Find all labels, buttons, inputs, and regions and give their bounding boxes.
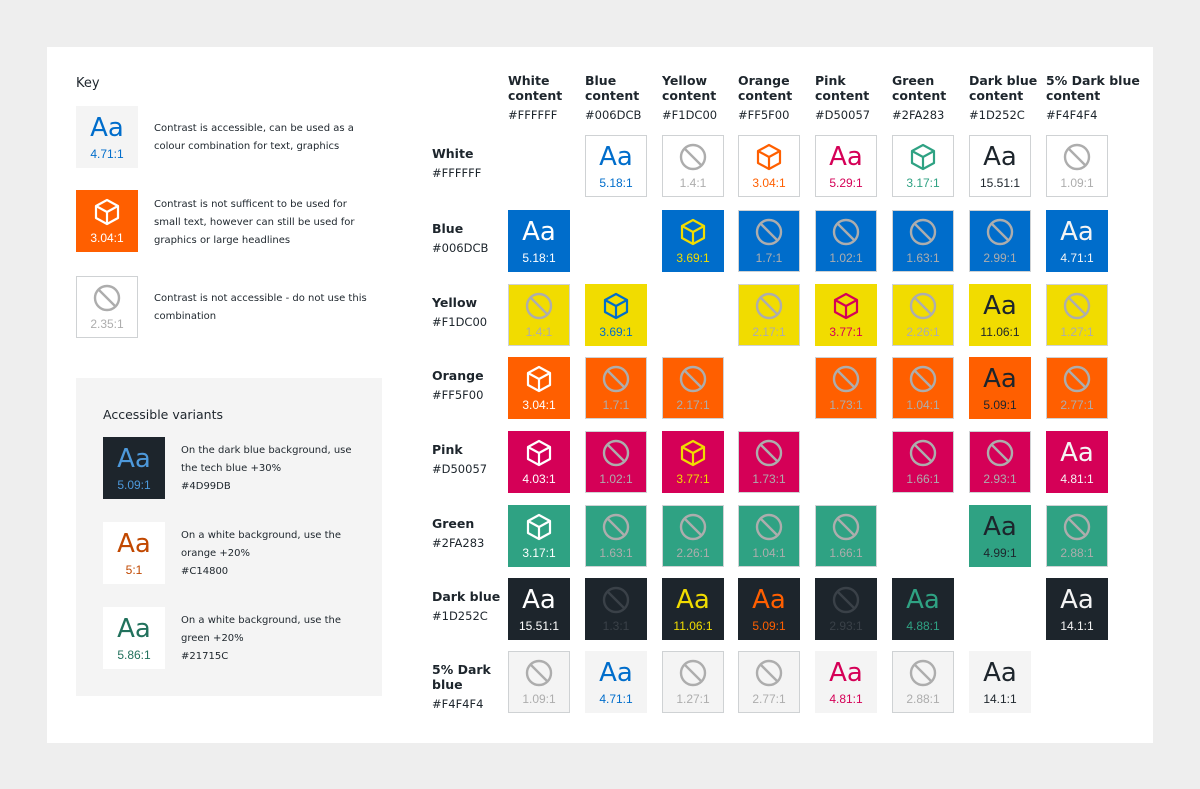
prohibited-icon (1062, 364, 1092, 394)
matrix-tile-text (585, 651, 647, 713)
column-header-name: White (508, 73, 550, 88)
matrix-tile-cube (815, 284, 877, 346)
key-tile-ban (76, 276, 138, 338)
key-description: colour combination for text, graphics (154, 141, 340, 152)
row-header-name: Green (432, 516, 475, 531)
column-header-name: content (892, 88, 947, 103)
contrast-ratio: 11.06:1 (673, 619, 713, 633)
cube-icon (831, 291, 861, 321)
prohibited-icon (831, 512, 861, 542)
contrast-ratio: 15.51:1 (979, 176, 1021, 190)
contrast-ratio: 3.17:1 (522, 546, 556, 560)
matrix-tile-cube (508, 505, 570, 567)
contrast-ratio: 2.77:1 (752, 692, 786, 706)
matrix-tile-ban (585, 357, 647, 419)
prohibited-icon (908, 364, 938, 394)
contrast-ratio: 3.04:1 (90, 231, 124, 245)
row-header-hex: #F4F4F4 (432, 697, 484, 711)
contrast-ratio: 4.88:1 (906, 619, 940, 633)
matrix-tile-cube (662, 431, 724, 493)
variant-description: the tech blue +30% (181, 463, 282, 474)
contrast-ratio: 5.09:1 (117, 478, 151, 492)
sample-text: Aa (906, 585, 940, 615)
row-header-name: blue (432, 677, 463, 692)
prohibited-icon (908, 438, 938, 468)
prohibited-icon (678, 364, 708, 394)
prohibited-icon (985, 438, 1015, 468)
variant-description: On the dark blue background, use (181, 445, 352, 456)
column-header-hex: #006DCB (585, 108, 642, 122)
matrix-tile-ban (1046, 505, 1108, 567)
column-header-hex: #FFFFFF (508, 108, 558, 122)
contrast-ratio: 2.26:1 (906, 325, 940, 339)
cube-icon (678, 438, 708, 468)
prohibited-icon (524, 291, 554, 321)
contrast-ratio: 1.7:1 (755, 251, 783, 265)
sample-text: Aa (1060, 438, 1094, 468)
contrast-ratio: 3.69:1 (676, 251, 710, 265)
matrix-tile-ban (662, 651, 724, 713)
matrix-tile-text (969, 651, 1031, 713)
prohibited-icon (985, 217, 1015, 247)
contrast-ratio: 1.02:1 (599, 472, 633, 486)
contrast-ratio: 1.3:1 (602, 619, 630, 633)
matrix-tile-ban (969, 210, 1031, 272)
row-header-name: White (432, 146, 474, 161)
matrix-tile-ban (738, 431, 800, 493)
prohibited-icon (754, 512, 784, 542)
sample-text: Aa (599, 142, 633, 172)
contrast-ratio: 2.93:1 (829, 619, 863, 633)
cube-icon (524, 512, 554, 542)
sample-text: Aa (599, 658, 633, 688)
matrix-tile-text (969, 135, 1031, 197)
sample-text: Aa (117, 529, 151, 559)
matrix-tile-ban (508, 284, 570, 346)
matrix-tile-ban (1046, 284, 1108, 346)
row-header-hex: #FFFFFF (432, 166, 482, 180)
row-header-name: Yellow (432, 295, 478, 310)
contrast-ratio: 2.88:1 (1060, 546, 1094, 560)
matrix-tile-ban (892, 431, 954, 493)
contrast-ratio: 14.1:1 (983, 692, 1017, 706)
column-header-name: Blue (585, 73, 617, 88)
prohibited-icon (1062, 512, 1092, 542)
matrix-tile-ban (892, 357, 954, 419)
contrast-ratio: 1.09:1 (1060, 176, 1094, 190)
column-header-name: Dark blue (969, 73, 1038, 88)
column-header-hex: #2FA283 (892, 108, 945, 122)
contrast-ratio: 2.99:1 (983, 251, 1017, 265)
variants-title: Accessible variants (103, 407, 224, 422)
variant-tile (103, 437, 165, 499)
contrast-ratio: 15.51:1 (518, 619, 560, 633)
contrast-ratio: 1.04:1 (906, 398, 940, 412)
prohibited-icon (601, 585, 631, 615)
contrast-ratio: 5:1 (125, 563, 143, 577)
variant-description: On a white background, use the (181, 530, 342, 541)
contrast-ratio: 1.73:1 (829, 398, 863, 412)
column-header-name: content (969, 88, 1024, 103)
matrix-tile-text (815, 135, 877, 197)
key-description: Contrast is accessible, can be used as a (154, 123, 354, 134)
matrix-tile-text (969, 357, 1031, 419)
cube-icon (92, 197, 122, 227)
prohibited-icon (908, 291, 938, 321)
prohibited-icon (831, 364, 861, 394)
row-header-name: Orange (432, 368, 484, 383)
matrix-tile-ban (738, 284, 800, 346)
contrast-ratio: 14.1:1 (1060, 619, 1094, 633)
matrix-tile-cube (662, 210, 724, 272)
row-header-hex: #1D252C (432, 609, 488, 623)
sample-text: Aa (983, 658, 1017, 688)
contrast-ratio: 3.04:1 (752, 176, 786, 190)
contrast-ratio: 1.4:1 (525, 325, 553, 339)
matrix-tile-text (1046, 578, 1108, 640)
matrix-tile-text (892, 578, 954, 640)
matrix-tile-cube (508, 431, 570, 493)
column-header-hex: #D50057 (815, 108, 871, 122)
matrix-tile-ban (892, 284, 954, 346)
prohibited-icon (831, 585, 861, 615)
matrix-tile-ban (585, 578, 647, 640)
prohibited-icon (1062, 291, 1092, 321)
row-header-name: Dark blue (432, 589, 501, 604)
prohibited-icon (678, 658, 708, 688)
matrix-tile-text (585, 135, 647, 197)
matrix-tile-ban (969, 431, 1031, 493)
contrast-ratio: 1.73:1 (752, 472, 786, 486)
column-header-name: 5% Dark blue (1046, 73, 1140, 88)
contrast-ratio: 4.99:1 (983, 546, 1017, 560)
column-header-hex: #F1DC00 (662, 108, 718, 122)
matrix-tile-cube (585, 284, 647, 346)
contrast-ratio: 1.66:1 (829, 546, 863, 560)
key-description: Contrast is not accessible - do not use this (154, 293, 367, 304)
prohibited-icon (1062, 142, 1092, 172)
column-header-name: content (738, 88, 793, 103)
matrix-tile-ban (892, 210, 954, 272)
contrast-ratio: 4.71:1 (90, 147, 124, 161)
contrast-ratio: 5.09:1 (752, 619, 786, 633)
prohibited-icon (754, 438, 784, 468)
matrix-tile-text (1046, 210, 1108, 272)
row-header-hex: #006DCB (432, 241, 489, 255)
row-header-name: Blue (432, 221, 464, 236)
prohibited-icon (601, 364, 631, 394)
contrast-ratio: 2.17:1 (676, 398, 710, 412)
prohibited-icon (678, 512, 708, 542)
key-title: Key (76, 76, 100, 91)
sample-text: Aa (676, 585, 710, 615)
sample-text: Aa (752, 585, 786, 615)
matrix-tile-ban (662, 505, 724, 567)
column-header-name: content (508, 88, 563, 103)
key-description: graphics or large headlines (154, 235, 291, 246)
matrix-tile-ban (585, 431, 647, 493)
matrix-tile-text (969, 284, 1031, 346)
matrix-tile-ban (815, 210, 877, 272)
column-header-name: content (662, 88, 717, 103)
prohibited-icon (908, 658, 938, 688)
contrast-ratio: 3.04:1 (522, 398, 556, 412)
prohibited-icon (754, 658, 784, 688)
key-tile-text (76, 106, 138, 168)
sample-text: Aa (829, 142, 863, 172)
matrix-tile-ban (508, 651, 570, 713)
row-header-hex: #FF5F00 (432, 388, 484, 402)
contrast-ratio: 5.09:1 (983, 398, 1017, 412)
contrast-ratio: 2.88:1 (906, 692, 940, 706)
matrix-tile-cube (508, 357, 570, 419)
matrix-tile-text (508, 210, 570, 272)
sample-text: Aa (1060, 217, 1094, 247)
matrix-tile-ban (738, 210, 800, 272)
matrix-tile-ban (662, 135, 724, 197)
column-header-hex: #1D252C (969, 108, 1025, 122)
contrast-ratio: 4.71:1 (599, 692, 633, 706)
variant-tile (103, 607, 165, 669)
sample-text: Aa (983, 142, 1017, 172)
prohibited-icon (908, 217, 938, 247)
matrix-tile-text (1046, 431, 1108, 493)
variant-description: On a white background, use the (181, 615, 342, 626)
prohibited-icon (92, 283, 122, 313)
variant-description: #4D99DB (181, 481, 231, 492)
matrix-tile-text (508, 578, 570, 640)
prohibited-icon (754, 217, 784, 247)
sample-text: Aa (117, 444, 151, 474)
prohibited-icon (524, 658, 554, 688)
contrast-ratio: 1.04:1 (752, 546, 786, 560)
cube-icon (908, 142, 938, 172)
contrast-ratio: 3.77:1 (829, 325, 863, 339)
matrix-tile-text (969, 505, 1031, 567)
column-header-name: content (1046, 88, 1101, 103)
sample-text: Aa (983, 364, 1017, 394)
contrast-ratio: 2.77:1 (1060, 398, 1094, 412)
contrast-ratio: 4.03:1 (522, 472, 556, 486)
cube-icon (524, 364, 554, 394)
contrast-ratio: 11.06:1 (980, 325, 1020, 339)
column-header-name: Pink (815, 73, 846, 88)
key-tile-cube (76, 190, 138, 252)
matrix-tile-ban (892, 651, 954, 713)
cube-icon (601, 291, 631, 321)
column-header-name: Orange (738, 73, 790, 88)
sample-text: Aa (117, 614, 151, 644)
prohibited-icon (601, 512, 631, 542)
contrast-ratio: 1.27:1 (676, 692, 710, 706)
sample-text: Aa (90, 113, 124, 143)
row-header-hex: #D50057 (432, 462, 488, 476)
variant-description: orange +20% (181, 548, 250, 559)
contrast-ratio: 1.63:1 (906, 251, 940, 265)
contrast-ratio: 1.7:1 (602, 398, 630, 412)
cube-icon (678, 217, 708, 247)
variant-description: #C14800 (181, 566, 229, 577)
row-header-hex: #2FA283 (432, 536, 485, 550)
contrast-ratio: 3.69:1 (599, 325, 633, 339)
prohibited-icon (678, 142, 708, 172)
column-header-name: Yellow (662, 73, 708, 88)
matrix-tile-ban (815, 357, 877, 419)
contrast-ratio: 1.09:1 (522, 692, 556, 706)
accessible-variants-panel (76, 378, 382, 696)
contrast-ratio: 2.35:1 (90, 317, 124, 331)
row-header-hex: #F1DC00 (432, 315, 488, 329)
variant-tile (103, 522, 165, 584)
row-header-name: 5% Dark (432, 662, 491, 677)
key-description: small text, however can still be used for (154, 217, 355, 228)
contrast-ratio: 4.81:1 (829, 692, 863, 706)
contrast-ratio: 5.18:1 (599, 176, 633, 190)
sample-text: Aa (1060, 585, 1094, 615)
matrix-tile-ban (815, 505, 877, 567)
matrix-tile-text (738, 578, 800, 640)
key-description: Contrast is not sufficent to be used for (154, 199, 347, 210)
matrix-tile-ban (585, 505, 647, 567)
matrix-tile-ban (738, 505, 800, 567)
cube-icon (754, 142, 784, 172)
matrix-tile-cube (892, 135, 954, 197)
matrix-tile-ban (815, 578, 877, 640)
row-header-name: Pink (432, 442, 463, 457)
sample-text: Aa (829, 658, 863, 688)
contrast-ratio: 1.66:1 (906, 472, 940, 486)
variant-description: #21715C (181, 651, 229, 662)
column-header-name: content (585, 88, 640, 103)
matrix-tile-ban (1046, 357, 1108, 419)
contrast-ratio: 3.17:1 (906, 176, 940, 190)
sample-text: Aa (983, 512, 1017, 542)
prohibited-icon (831, 217, 861, 247)
variant-description: green +20% (181, 633, 244, 644)
contrast-ratio: 5.29:1 (829, 176, 863, 190)
contrast-ratio: 2.17:1 (752, 325, 786, 339)
matrix-tile-ban (738, 651, 800, 713)
contrast-ratio: 1.63:1 (599, 546, 633, 560)
matrix-tile-cube (738, 135, 800, 197)
column-header-name: Green (892, 73, 935, 88)
prohibited-icon (754, 291, 784, 321)
column-header-hex: #F4F4F4 (1046, 108, 1098, 122)
column-header-name: content (815, 88, 870, 103)
sample-text: Aa (983, 291, 1017, 321)
column-header-hex: #FF5F00 (738, 108, 790, 122)
contrast-ratio: 2.26:1 (676, 546, 710, 560)
contrast-ratio: 2.93:1 (983, 472, 1017, 486)
contrast-ratio: 3.77:1 (676, 472, 710, 486)
matrix-tile-text (662, 578, 724, 640)
contrast-ratio: 1.02:1 (829, 251, 863, 265)
contrast-ratio: 4.71:1 (1060, 251, 1094, 265)
sample-text: Aa (522, 585, 556, 615)
sample-text: Aa (522, 217, 556, 247)
prohibited-icon (601, 438, 631, 468)
matrix-tile-ban (1046, 135, 1108, 197)
contrast-ratio: 4.81:1 (1060, 472, 1094, 486)
contrast-ratio: 1.4:1 (679, 176, 707, 190)
matrix-tile-ban (662, 357, 724, 419)
contrast-ratio: 5.18:1 (522, 251, 556, 265)
contrast-ratio: 5.86:1 (117, 648, 151, 662)
cube-icon (524, 438, 554, 468)
matrix-tile-text (815, 651, 877, 713)
contrast-ratio: 1.27:1 (1060, 325, 1094, 339)
key-description: combination (154, 311, 217, 322)
